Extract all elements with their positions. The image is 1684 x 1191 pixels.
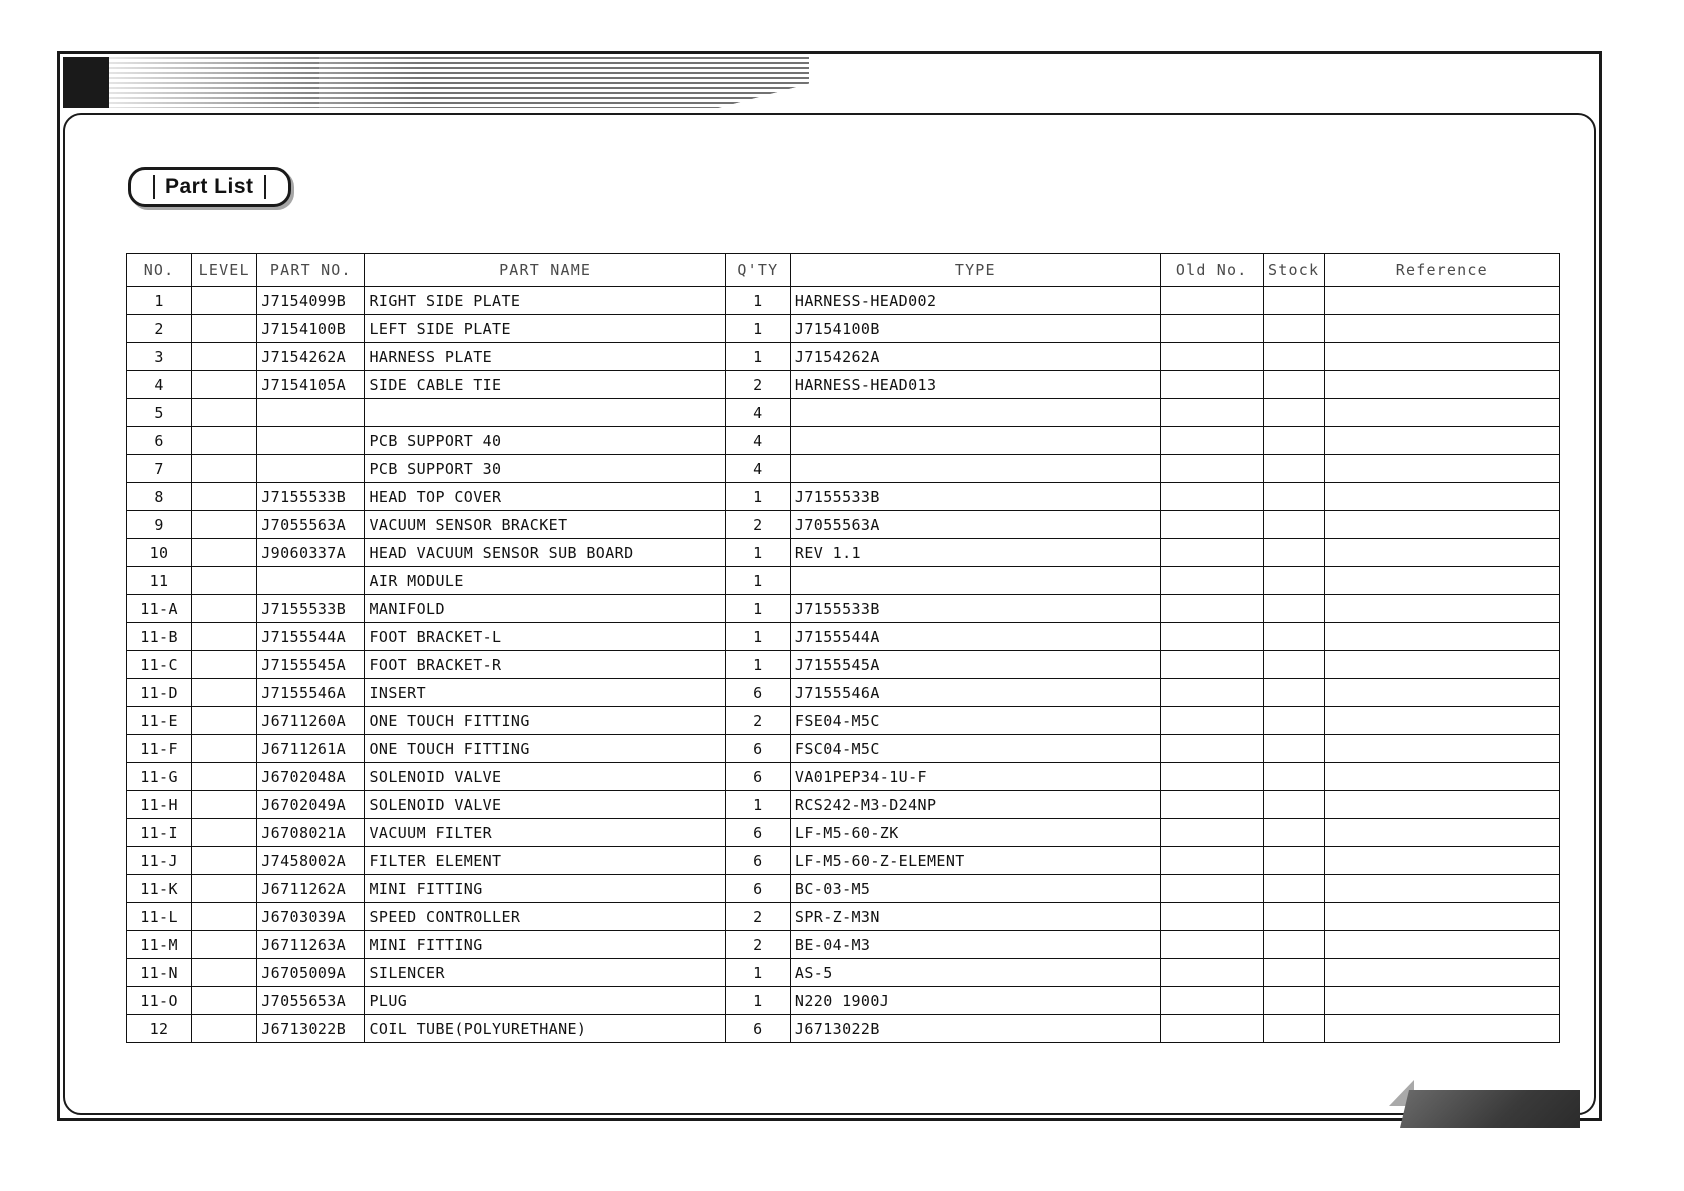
cell-stock <box>1263 343 1324 371</box>
cell-reference <box>1324 735 1559 763</box>
column-header-level: LEVEL <box>192 254 257 287</box>
cell-level <box>192 763 257 791</box>
cell-type: J7155546A <box>790 679 1160 707</box>
cell-old-no <box>1160 959 1263 987</box>
cell-part-no <box>257 399 365 427</box>
cell-type <box>790 567 1160 595</box>
cell-level <box>192 875 257 903</box>
cell-qty: 2 <box>725 903 790 931</box>
cell-level <box>192 483 257 511</box>
cell-stock <box>1263 511 1324 539</box>
cell-part-name: FILTER ELEMENT <box>365 847 725 875</box>
cell-no: 11-L <box>127 903 192 931</box>
part-list-table-wrapper <box>126 253 1560 1043</box>
cell-reference <box>1324 315 1559 343</box>
cell-reference <box>1324 623 1559 651</box>
cell-type: AS-5 <box>790 959 1160 987</box>
cell-reference <box>1324 399 1559 427</box>
cell-level <box>192 343 257 371</box>
cell-part-no: J6711263A <box>257 931 365 959</box>
cell-old-no <box>1160 651 1263 679</box>
table-header <box>127 254 1560 287</box>
cell-part-no: J7155546A <box>257 679 365 707</box>
cell-level <box>192 847 257 875</box>
cell-reference <box>1324 287 1559 315</box>
cell-qty: 1 <box>725 987 790 1015</box>
cell-no: 2 <box>127 315 192 343</box>
header-black-block <box>63 57 109 108</box>
cell-no: 8 <box>127 483 192 511</box>
cell-part-name: SIDE CABLE TIE <box>365 371 725 399</box>
cell-stock <box>1263 959 1324 987</box>
cell-old-no <box>1160 371 1263 399</box>
cell-reference <box>1324 847 1559 875</box>
cell-no: 11-A <box>127 595 192 623</box>
cell-level <box>192 371 257 399</box>
cell-level <box>192 819 257 847</box>
cell-stock <box>1263 1015 1324 1043</box>
cell-old-no <box>1160 903 1263 931</box>
cell-type: RCS242-M3-D24NP <box>790 791 1160 819</box>
cell-qty: 1 <box>725 623 790 651</box>
cell-stock <box>1263 483 1324 511</box>
cell-stock <box>1263 315 1324 343</box>
cell-level <box>192 959 257 987</box>
cell-old-no <box>1160 315 1263 343</box>
cell-no: 11-D <box>127 679 192 707</box>
cell-old-no <box>1160 707 1263 735</box>
column-header-no: NO. <box>127 254 192 287</box>
cell-stock <box>1263 679 1324 707</box>
cell-type: BE-04-M3 <box>790 931 1160 959</box>
cell-qty: 1 <box>725 343 790 371</box>
cell-type: J6713022B <box>790 1015 1160 1043</box>
cell-no: 11-K <box>127 875 192 903</box>
table-row <box>127 427 1560 455</box>
cell-level <box>192 707 257 735</box>
table-row <box>127 511 1560 539</box>
cell-stock <box>1263 427 1324 455</box>
cell-reference <box>1324 987 1559 1015</box>
cell-reference <box>1324 959 1559 987</box>
table-body <box>127 287 1560 1043</box>
cell-part-name: VACUUM FILTER <box>365 819 725 847</box>
column-header-reference: Reference <box>1324 254 1559 287</box>
cell-stock <box>1263 623 1324 651</box>
cell-part-no: J7155544A <box>257 623 365 651</box>
cell-part-no: J7055563A <box>257 511 365 539</box>
table-row <box>127 959 1560 987</box>
cell-level <box>192 791 257 819</box>
cell-old-no <box>1160 427 1263 455</box>
cell-part-name: HARNESS PLATE <box>365 343 725 371</box>
cell-old-no <box>1160 595 1263 623</box>
cell-part-name: VACUUM SENSOR BRACKET <box>365 511 725 539</box>
cell-qty: 4 <box>725 427 790 455</box>
cell-old-no <box>1160 623 1263 651</box>
cell-reference <box>1324 511 1559 539</box>
cell-level <box>192 399 257 427</box>
cell-no: 11-J <box>127 847 192 875</box>
cell-type: N220 1900J <box>790 987 1160 1015</box>
cell-no: 12 <box>127 1015 192 1043</box>
cell-part-name: HEAD TOP COVER <box>365 483 725 511</box>
cell-type: J7155545A <box>790 651 1160 679</box>
cell-level <box>192 427 257 455</box>
cell-qty: 1 <box>725 567 790 595</box>
table-row <box>127 679 1560 707</box>
cell-part-no: J7154105A <box>257 371 365 399</box>
cell-no: 3 <box>127 343 192 371</box>
cell-type <box>790 399 1160 427</box>
cell-part-name: HEAD VACUUM SENSOR SUB BOARD <box>365 539 725 567</box>
cell-qty: 6 <box>725 763 790 791</box>
cell-type <box>790 427 1160 455</box>
cell-no: 6 <box>127 427 192 455</box>
cell-part-name: ONE TOUCH FITTING <box>365 735 725 763</box>
cell-part-no: J7155533B <box>257 595 365 623</box>
table-row <box>127 707 1560 735</box>
table-row <box>127 903 1560 931</box>
cell-part-no: J6713022B <box>257 1015 365 1043</box>
table-row <box>127 819 1560 847</box>
cell-qty: 1 <box>725 483 790 511</box>
cell-reference <box>1324 427 1559 455</box>
cell-level <box>192 595 257 623</box>
cell-no: 11-M <box>127 931 192 959</box>
cell-stock <box>1263 987 1324 1015</box>
part-list-table <box>126 253 1560 1043</box>
cell-reference <box>1324 875 1559 903</box>
cell-qty: 1 <box>725 959 790 987</box>
table-row <box>127 1015 1560 1043</box>
table-row <box>127 651 1560 679</box>
cell-qty: 4 <box>725 399 790 427</box>
table-row <box>127 595 1560 623</box>
table-row <box>127 875 1560 903</box>
cell-reference <box>1324 343 1559 371</box>
table-row <box>127 931 1560 959</box>
cell-part-no: J6711260A <box>257 707 365 735</box>
cell-old-no <box>1160 735 1263 763</box>
cell-stock <box>1263 399 1324 427</box>
cell-old-no <box>1160 1015 1263 1043</box>
cell-part-name: MINI FITTING <box>365 875 725 903</box>
cell-part-name: RIGHT SIDE PLATE <box>365 287 725 315</box>
cell-type: FSE04-M5C <box>790 707 1160 735</box>
cell-reference <box>1324 763 1559 791</box>
cell-no: 11-H <box>127 791 192 819</box>
cell-no: 9 <box>127 511 192 539</box>
page-title: Part List <box>153 175 266 199</box>
cell-stock <box>1263 707 1324 735</box>
cell-reference <box>1324 567 1559 595</box>
cell-reference <box>1324 651 1559 679</box>
cell-qty: 2 <box>725 511 790 539</box>
cell-type: VA01PEP34-1U-F <box>790 763 1160 791</box>
cell-reference <box>1324 903 1559 931</box>
cell-part-no: J6702048A <box>257 763 365 791</box>
cell-qty: 2 <box>725 707 790 735</box>
cell-qty: 1 <box>725 287 790 315</box>
cell-level <box>192 287 257 315</box>
cell-level <box>192 735 257 763</box>
cell-old-no <box>1160 931 1263 959</box>
header-stripe-banner-overlay <box>109 57 809 108</box>
cell-qty: 6 <box>725 735 790 763</box>
cell-part-name: SILENCER <box>365 959 725 987</box>
cell-stock <box>1263 847 1324 875</box>
cell-type: J7155533B <box>790 595 1160 623</box>
cell-part-no: J7055653A <box>257 987 365 1015</box>
table-header-row <box>127 254 1560 287</box>
cell-reference <box>1324 455 1559 483</box>
cell-qty: 1 <box>725 595 790 623</box>
cell-type: LF-M5-60-Z-ELEMENT <box>790 847 1160 875</box>
cell-type: SPR-Z-M3N <box>790 903 1160 931</box>
cell-part-no: J6711262A <box>257 875 365 903</box>
cell-level <box>192 1015 257 1043</box>
cell-stock <box>1263 763 1324 791</box>
cell-no: 11 <box>127 567 192 595</box>
cell-reference <box>1324 371 1559 399</box>
cell-part-name: FOOT BRACKET-R <box>365 651 725 679</box>
cell-old-no <box>1160 791 1263 819</box>
cell-no: 11-G <box>127 763 192 791</box>
cell-part-no <box>257 455 365 483</box>
cell-type: J7154262A <box>790 343 1160 371</box>
cell-old-no <box>1160 287 1263 315</box>
cell-qty: 1 <box>725 651 790 679</box>
cell-part-no: J6702049A <box>257 791 365 819</box>
table-row <box>127 287 1560 315</box>
cell-old-no <box>1160 511 1263 539</box>
cell-qty: 6 <box>725 679 790 707</box>
cell-type: HARNESS-HEAD013 <box>790 371 1160 399</box>
cell-old-no <box>1160 455 1263 483</box>
table-row <box>127 623 1560 651</box>
cell-part-name: PLUG <box>365 987 725 1015</box>
cell-part-name: INSERT <box>365 679 725 707</box>
column-header-part-name: PART NAME <box>365 254 725 287</box>
column-header-part-no: PART NO. <box>257 254 365 287</box>
cell-stock <box>1263 567 1324 595</box>
cell-type: BC-03-M5 <box>790 875 1160 903</box>
cell-part-no <box>257 567 365 595</box>
cell-qty: 1 <box>725 315 790 343</box>
cell-type: J7154100B <box>790 315 1160 343</box>
table-row <box>127 315 1560 343</box>
cell-old-no <box>1160 483 1263 511</box>
cell-level <box>192 903 257 931</box>
cell-type: FSC04-M5C <box>790 735 1160 763</box>
cell-old-no <box>1160 567 1263 595</box>
cell-qty: 6 <box>725 847 790 875</box>
cell-part-name: ONE TOUCH FITTING <box>365 707 725 735</box>
cell-reference <box>1324 679 1559 707</box>
cell-part-name: LEFT SIDE PLATE <box>365 315 725 343</box>
cell-no: 11-E <box>127 707 192 735</box>
cell-part-name: SOLENOID VALVE <box>365 791 725 819</box>
cell-reference <box>1324 707 1559 735</box>
cell-part-name: COIL TUBE(POLYURETHANE) <box>365 1015 725 1043</box>
cell-old-no <box>1160 399 1263 427</box>
table-row <box>127 455 1560 483</box>
cell-stock <box>1263 287 1324 315</box>
table-row <box>127 399 1560 427</box>
cell-old-no <box>1160 763 1263 791</box>
cell-part-no: J7154099B <box>257 287 365 315</box>
cell-stock <box>1263 735 1324 763</box>
cell-part-name: SOLENOID VALVE <box>365 763 725 791</box>
cell-part-no: J7155533B <box>257 483 365 511</box>
cell-no: 11-N <box>127 959 192 987</box>
cell-reference <box>1324 483 1559 511</box>
cell-qty: 6 <box>725 875 790 903</box>
table-row <box>127 791 1560 819</box>
cell-reference <box>1324 931 1559 959</box>
cell-stock <box>1263 903 1324 931</box>
cell-level <box>192 623 257 651</box>
cell-part-name: AIR MODULE <box>365 567 725 595</box>
cell-qty: 1 <box>725 539 790 567</box>
cell-part-name: PCB SUPPORT 40 <box>365 427 725 455</box>
column-header-old-no: Old No. <box>1160 254 1263 287</box>
cell-part-no: J6705009A <box>257 959 365 987</box>
cell-type: J7155544A <box>790 623 1160 651</box>
cell-stock <box>1263 595 1324 623</box>
page-title-badge <box>128 167 291 207</box>
cell-type <box>790 455 1160 483</box>
cell-stock <box>1263 651 1324 679</box>
cell-level <box>192 315 257 343</box>
cell-old-no <box>1160 987 1263 1015</box>
cell-stock <box>1263 539 1324 567</box>
cell-part-name: PCB SUPPORT 30 <box>365 455 725 483</box>
cell-part-no: J6703039A <box>257 903 365 931</box>
cell-level <box>192 511 257 539</box>
cell-part-no: J6708021A <box>257 819 365 847</box>
table-row <box>127 371 1560 399</box>
cell-old-no <box>1160 875 1263 903</box>
cell-level <box>192 539 257 567</box>
cell-part-name: MINI FITTING <box>365 931 725 959</box>
cell-no: 11-I <box>127 819 192 847</box>
cell-no: 7 <box>127 455 192 483</box>
cell-old-no <box>1160 847 1263 875</box>
cell-part-no: J7458002A <box>257 847 365 875</box>
cell-old-no <box>1160 679 1263 707</box>
cell-part-no: J6711261A <box>257 735 365 763</box>
cell-type: J7055563A <box>790 511 1160 539</box>
cell-old-no <box>1160 819 1263 847</box>
cell-qty: 6 <box>725 819 790 847</box>
cell-no: 11-O <box>127 987 192 1015</box>
cell-reference <box>1324 791 1559 819</box>
cell-old-no <box>1160 539 1263 567</box>
cell-part-no: J9060337A <box>257 539 365 567</box>
cell-part-no <box>257 427 365 455</box>
table-row <box>127 763 1560 791</box>
cell-qty: 6 <box>725 1015 790 1043</box>
cell-part-no: J7154262A <box>257 343 365 371</box>
table-row <box>127 567 1560 595</box>
column-header-type: TYPE <box>790 254 1160 287</box>
table-row <box>127 987 1560 1015</box>
table-row <box>127 539 1560 567</box>
cell-level <box>192 651 257 679</box>
cell-qty: 4 <box>725 455 790 483</box>
cell-stock <box>1263 875 1324 903</box>
cell-stock <box>1263 931 1324 959</box>
column-header-qty: Q'TY <box>725 254 790 287</box>
cell-stock <box>1263 791 1324 819</box>
table-row <box>127 847 1560 875</box>
cell-type: HARNESS-HEAD002 <box>790 287 1160 315</box>
cell-level <box>192 455 257 483</box>
cell-qty: 1 <box>725 791 790 819</box>
cell-level <box>192 679 257 707</box>
cell-part-no: J7155545A <box>257 651 365 679</box>
column-header-stock: Stock <box>1263 254 1324 287</box>
cell-type: J7155533B <box>790 483 1160 511</box>
cell-type: REV 1.1 <box>790 539 1160 567</box>
cell-part-name: SPEED CONTROLLER <box>365 903 725 931</box>
table-row <box>127 483 1560 511</box>
cell-level <box>192 931 257 959</box>
cell-no: 4 <box>127 371 192 399</box>
cell-part-name <box>365 399 725 427</box>
cell-no: 11-B <box>127 623 192 651</box>
cell-qty: 2 <box>725 931 790 959</box>
cell-level <box>192 987 257 1015</box>
cell-reference <box>1324 539 1559 567</box>
cell-stock <box>1263 371 1324 399</box>
cell-type: LF-M5-60-ZK <box>790 819 1160 847</box>
cell-reference <box>1324 819 1559 847</box>
cell-part-no: J7154100B <box>257 315 365 343</box>
table-row <box>127 735 1560 763</box>
cell-no: 11-C <box>127 651 192 679</box>
cell-no: 11-F <box>127 735 192 763</box>
cell-part-name: MANIFOLD <box>365 595 725 623</box>
cell-reference <box>1324 1015 1559 1043</box>
cell-no: 10 <box>127 539 192 567</box>
cell-part-name: FOOT BRACKET-L <box>365 623 725 651</box>
cell-level <box>192 567 257 595</box>
table-row <box>127 343 1560 371</box>
cell-qty: 2 <box>725 371 790 399</box>
corner-accent-dark <box>1400 1090 1580 1128</box>
cell-stock <box>1263 455 1324 483</box>
cell-reference <box>1324 595 1559 623</box>
cell-no: 5 <box>127 399 192 427</box>
cell-old-no <box>1160 343 1263 371</box>
cell-no: 1 <box>127 287 192 315</box>
cell-stock <box>1263 819 1324 847</box>
